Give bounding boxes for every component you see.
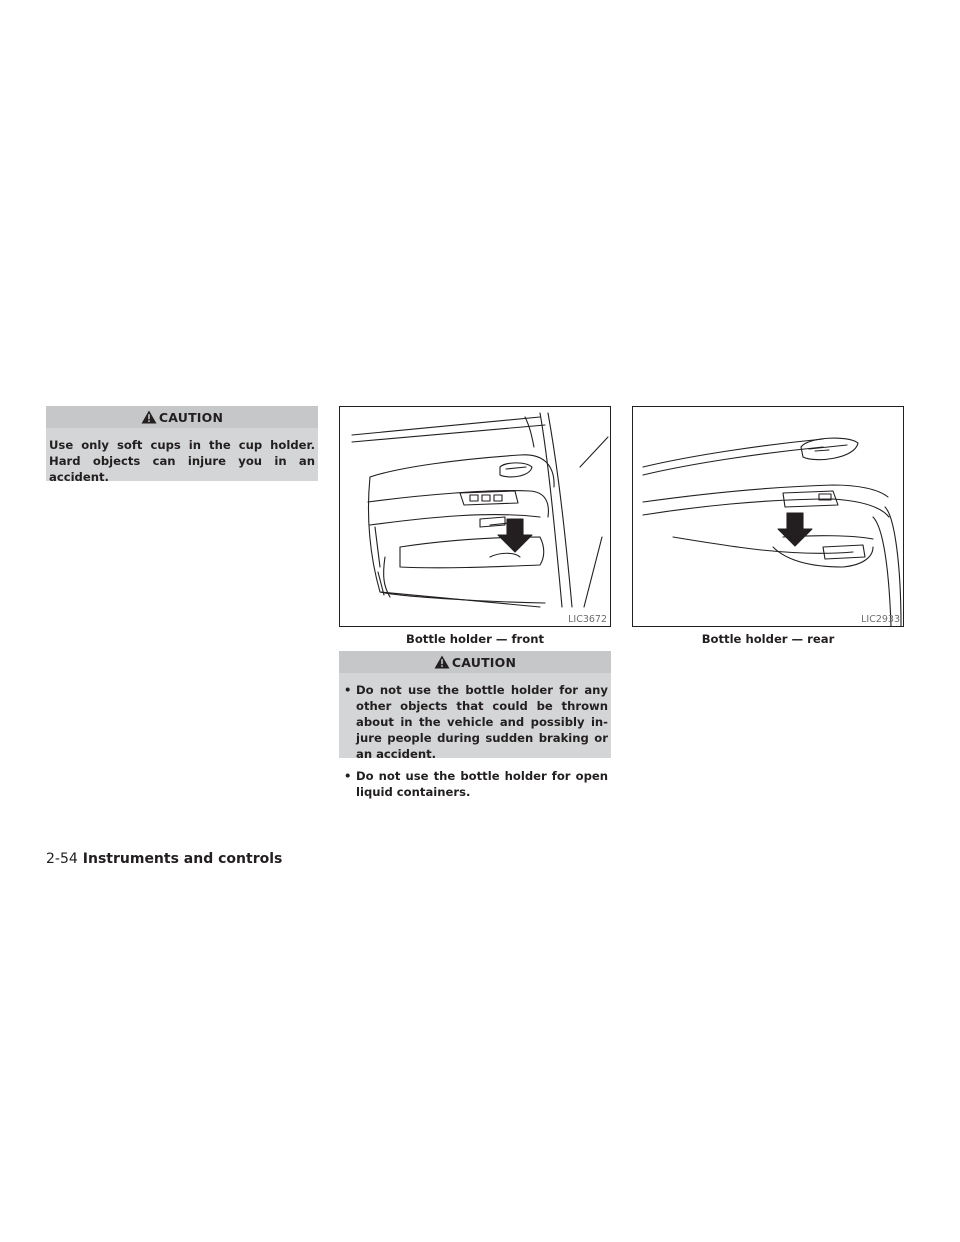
caution-box-bottle-holder xyxy=(339,651,611,799)
figure-code: LIC2933 xyxy=(861,614,900,625)
caution-text: Use only soft cups in the cup holder. Hard objects can injure you in an accident. xyxy=(49,438,315,484)
page-footer xyxy=(46,851,282,867)
caution-header xyxy=(46,406,318,428)
warning-icon xyxy=(434,655,450,669)
figure-caption-rear: Bottle holder — rear xyxy=(701,632,835,646)
section-title: Instruments and controls xyxy=(82,851,283,867)
caution-list-item: • Do not use the bottle holder for any other objects that could be thrown about in the vehicle and possibly in- jure people during sudden braking or an accident. xyxy=(342,682,608,762)
warning-icon xyxy=(141,410,157,424)
caution-list xyxy=(342,682,608,800)
caution-box-cup-holder xyxy=(46,406,318,484)
caution-list-item: • Do not use the bottle holder for open liquid containers. xyxy=(342,768,608,800)
caution-header xyxy=(339,651,611,673)
front-door-illustration xyxy=(340,407,610,626)
rear-door-illustration xyxy=(633,407,903,626)
caution-heading: CAUTION xyxy=(158,409,224,425)
figure-caption-front: Bottle holder — front xyxy=(405,632,545,646)
figure-bottle-holder-rear xyxy=(632,406,904,627)
page-number: 2-54 xyxy=(46,851,78,867)
figure-bottle-holder-front xyxy=(339,406,611,627)
caution-heading: CAUTION xyxy=(451,654,517,670)
figure-code: LIC3672 xyxy=(568,614,607,625)
